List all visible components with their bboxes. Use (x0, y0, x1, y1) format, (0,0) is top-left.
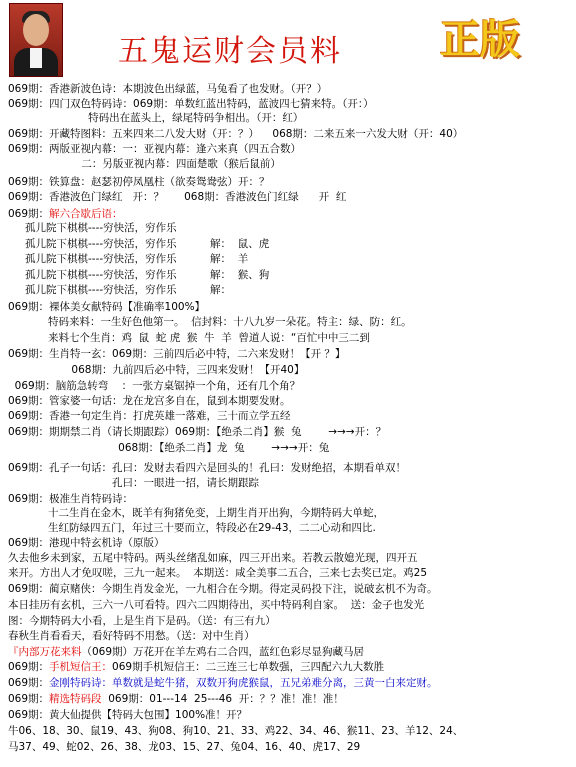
text-line (25, 252, 248, 266)
avatar (9, 3, 63, 77)
line-highlight: 解六合歇后语： (49, 208, 123, 220)
text-line (8, 409, 291, 423)
line-text: 069期：孔子一句话：孔曰：发财去看四六是回头的！孔曰：发财绝招，本期看单双！ (8, 462, 407, 474)
text-line (8, 536, 165, 550)
line-text: 马37、49、蛇02、26、38、龙03、15、27、兔04、16、40、虎17、29 (8, 741, 361, 753)
avatar-shirt (30, 48, 42, 68)
line-text: 孤儿院下棋棋----穷快活，穷作乐 解： 羊 (25, 253, 249, 265)
line-text: 孤儿院下棋棋----穷快活，穷作乐 解： 猴、狗 (25, 269, 270, 281)
line-text: 069期：香港一句定生肖：打虎英雄一落难，三十而立学五经 (8, 410, 291, 422)
text-line (8, 551, 418, 565)
text-line (8, 614, 276, 628)
text-line (8, 157, 281, 171)
text-line (25, 283, 231, 297)
text-line (112, 476, 259, 490)
line-text: 孔曰：一眼进一招，请长期跟踪 (112, 477, 259, 489)
text-line (25, 268, 269, 282)
text-line (8, 425, 386, 439)
text-line (8, 379, 300, 393)
line-text: 069期：港现中特玄机诗（原版） (8, 537, 165, 549)
text-line (8, 347, 345, 361)
line-highlight: 金刚特码诗：单数就是蛇牛猪，双数开狗虎猴鼠，五兄弟难分离，三黄一白来定财。 (49, 677, 438, 689)
text-line (8, 676, 438, 690)
line-text: 特码出在蓝头上，绿尾特码争相出。（开：红） (8, 112, 304, 124)
line-text: 069期：黄大仙提供【特码大包围】100%准！开？ (8, 709, 248, 721)
text-line (8, 629, 255, 643)
line-highlight: 手机短信王： (49, 661, 113, 673)
text-line (25, 221, 177, 235)
text-line (8, 175, 270, 189)
line-text: 久去他乡未到家，五尾中特码。两头丝绪乱如麻，四三开出来。若教云散媳光现，四开五 (8, 552, 418, 564)
line-text: 069期：开藏特图料：五来四来二八发大财（开：？） 068期：二来五来一六发大财（开：40） (8, 128, 464, 140)
line-text: 二：另版亚视内幕：四面楚歌（猴后鼠前） (8, 158, 281, 170)
line-text: 069期： (8, 677, 50, 689)
line-text: 本日挂历有玄机，三六一八可看特。四六二四期待出，买中特码利自家。 送：金子也发光 (8, 599, 425, 611)
page-header (0, 0, 576, 80)
line-text: 来开。方出人才免叹嗟，三九一起来。 本期送：咸全美事二五合，三来七去奖已定。鸡25 (8, 567, 428, 579)
line-highlight: 精选特码段 (49, 693, 102, 705)
line-text: 069期：香港新波色诗：本期波色出绿蓝，马兔看了也发财。（开？） (8, 83, 328, 95)
text-line (8, 740, 360, 754)
line-highlight: （069期）万花开在羊左鸡右二合四，蓝红色彩尽显狗藏马居 (81, 646, 365, 658)
line-text: 069期：四门双色特码诗：069期：单数红蓝出特码，蓝波四七猜来特。（开：） (8, 98, 374, 110)
line-text: 孤儿院下棋棋----穷快活，穷作乐 解： 鼠、虎 (25, 238, 270, 250)
line-text: 生红防绿四五门，年过三十要而立，特段必在29-43，二二心动和四比. (48, 522, 376, 534)
line-text: 十二生肖在金木，既羊有狗猪免变，上期生肖开出狗，今期特码大单蛇， (48, 507, 384, 519)
line-text: 069期：极准生肖特码诗： (8, 493, 134, 505)
line-text: 牛06、18、30、鼠19、43、狗08、狗10、21、33、鸡22、34、46、猴11、23、羊12、24、 (8, 725, 464, 737)
text-line (8, 566, 427, 580)
text-line (8, 111, 303, 125)
text-line (8, 394, 291, 408)
text-line (8, 582, 438, 596)
line-highlight: 『内部万花来料 (8, 646, 82, 658)
text-line (8, 300, 205, 314)
line-text: 069期：蔺京赌侠：今期生肖发金光，一九相合在今期。得定灵码投下注，说破玄机不为奇。 (8, 583, 438, 595)
line-highlight: 069期：01---14 25---46 开：？？准！准！准！ (101, 693, 344, 705)
line-text: 来料七个生肖：鸡 鼠 蛇 虎 猴 牛 羊 曾道人说：“百忙中中三二到 (48, 332, 370, 344)
line-text: 068期：【绝杀二肖】龙 兔 →→→开：兔 (8, 442, 330, 454)
line-text: 孤儿院下棋棋----穷快活，穷作乐 (25, 222, 177, 234)
text-line (8, 724, 463, 738)
text-line (8, 461, 406, 475)
text-line (8, 190, 346, 204)
line-text: 069期：两版亚视内幕：一：亚视内幕：逢六来真（四五合数） (8, 143, 302, 155)
line-text: 孤儿院下棋棋----穷快活，穷作乐 解： (25, 284, 232, 296)
line-text: 069期：脑筋急转弯 ：一张方桌锯掉一个角，还有几个角？ (8, 380, 301, 392)
text-line (8, 492, 133, 506)
genuine-badge: 正版 (440, 16, 520, 63)
line-text: 069期： (8, 661, 50, 673)
avatar-face (23, 14, 49, 46)
text-line (8, 441, 329, 455)
page-title: 五鬼运财会员料 (118, 34, 342, 69)
text-line (8, 645, 364, 659)
line-text: 069期： (8, 208, 50, 220)
text-line (8, 97, 374, 111)
line-text: 069期：期期禁二肖（请长期跟踪）069期：【绝杀二肖】猴 兔 →→→开：？ (8, 426, 387, 438)
line-text: 069期：管家婆一句话：龙在龙宫多自在，鼠到本期要发财。 (8, 395, 291, 407)
text-line (8, 692, 344, 706)
text-line (48, 315, 412, 329)
text-line (8, 363, 304, 377)
text-line (8, 82, 327, 96)
line-text: 069期：香港波色门绿红 开：？ 068期：香港波色门红绿 开 红 (8, 191, 347, 203)
line-text: 春秋生肖看看天，看好特码不用愁。（送：对中生肖） (8, 630, 255, 642)
text-line (8, 127, 463, 141)
line-text: 069期：铁算盘：赵瑟初停凤凰柱（欲奏鸳鸯弦）开：？ (8, 176, 270, 188)
text-line (8, 660, 384, 674)
text-line (8, 207, 123, 221)
text-line (48, 506, 384, 520)
line-text: 特码来料：一生好色他第一。 信封料：十八九岁一朵花。特主：绿、防：红。 (48, 316, 412, 328)
line-text: 068期：九前四后必中特，三四来发财！【开40】 (8, 364, 305, 376)
line-text: 069期：裸体美女献特码【准确率100%】 (8, 301, 206, 313)
line-text: 069期： (8, 693, 50, 705)
line-highlight: 069期手机短信王：二三连三七单数强，三四配六九大数胜 (112, 661, 385, 673)
line-text: 图：今期特码大小看，上是生肖下是码。（送：有三有九） (8, 615, 276, 627)
text-line (48, 521, 376, 535)
text-line (8, 708, 247, 722)
text-line (25, 237, 269, 251)
text-line (48, 331, 370, 345)
text-line (8, 598, 424, 612)
text-line (8, 142, 301, 156)
line-text: 069期：生肖特一玄：069期：三前四后必中特，二六来发财！【开 ？】 (8, 348, 346, 360)
